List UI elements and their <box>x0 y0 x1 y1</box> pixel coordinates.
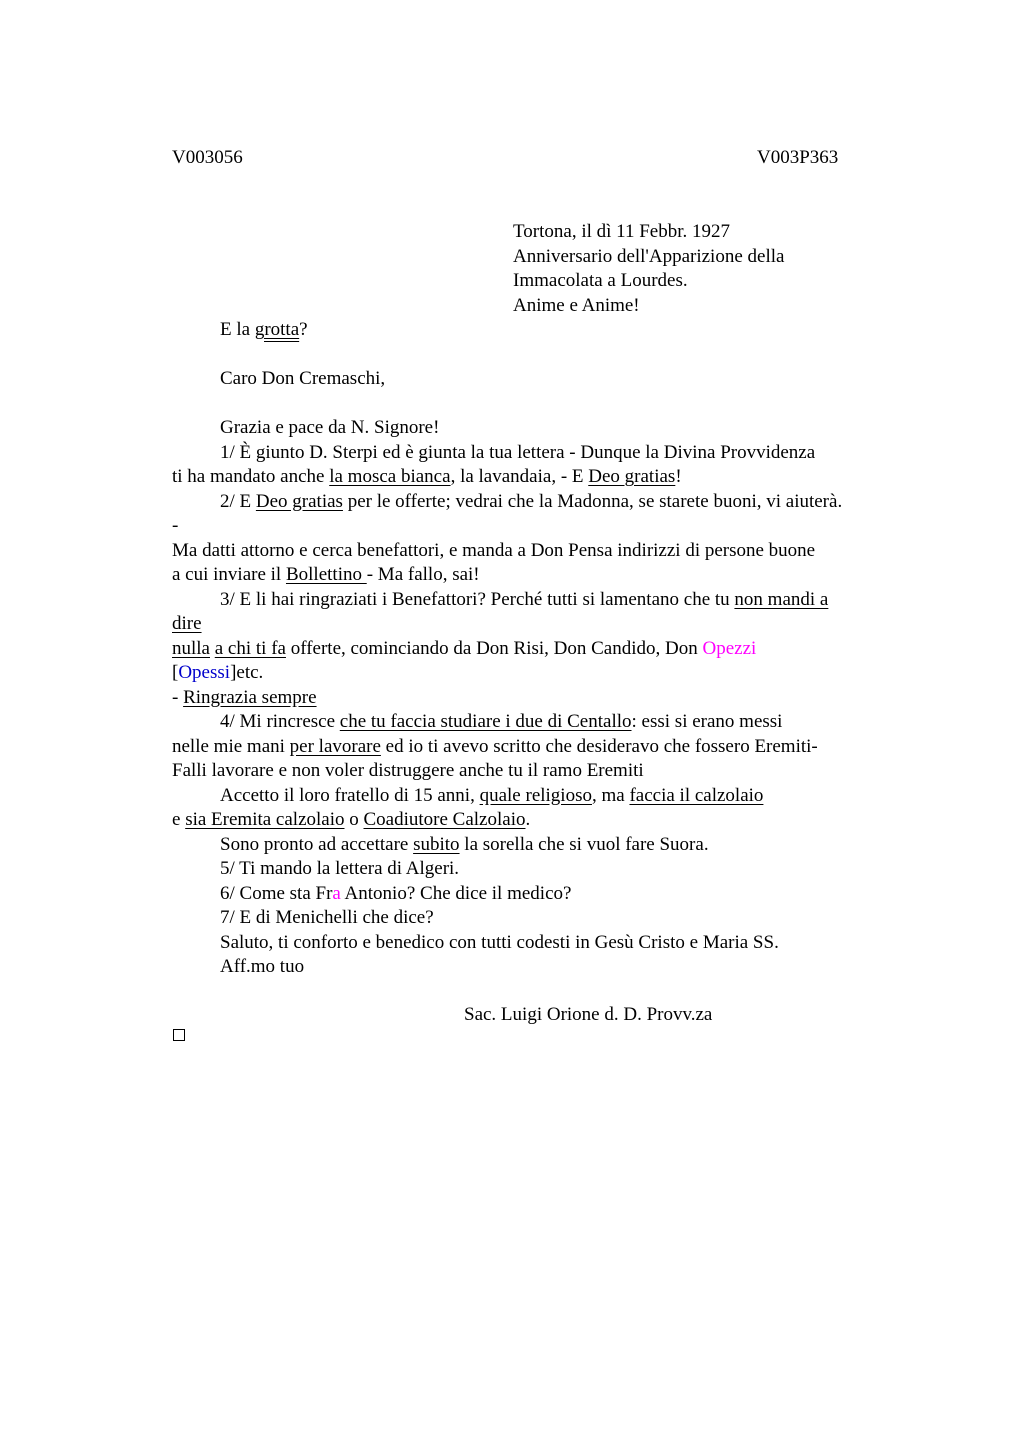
closing-affmo: Aff.mo tuo <box>220 956 305 977</box>
signature: Sac. Luigi Orione d. D. Provv.za <box>464 1004 713 1025</box>
dateline-motto: Anime e Anime! <box>513 294 640 316</box>
paragraph-3-line-3: nulla a chi ti fa offerte, cominciando da Don Risi, Don Candido, Don Opezzi <box>172 637 757 659</box>
postscript-grotta: E la grotta? <box>220 319 308 340</box>
document-code-right: V003P363 <box>757 147 839 168</box>
paragraph-4-line-2: nelle mie mani per lavorare ed io ti avevo scritto che desideravo che fossero Eremiti- <box>172 735 818 757</box>
dateline-occasion-cont: Immacolata a Lourdes. <box>513 270 688 291</box>
name-correction-opessi: Opessi <box>178 662 231 683</box>
paragraph-5: 5/ Ti mando la lettera di Algeri. <box>220 858 460 879</box>
dateline-occasion: Anniversario dell'Apparizione della <box>513 245 785 267</box>
name-original-opezzi: Opezzi <box>702 637 757 659</box>
paragraph-2-dash: - <box>172 515 179 536</box>
closing-blessing: Saluto, ti conforto e benedico con tutti codesti in Gesù Cristo e Maria SS. <box>220 931 779 953</box>
paragraph-4-line-4: Accetto il loro fratello di 15 anni, quale religioso, ma faccia il calzolaio <box>220 784 764 806</box>
document-code-left: V003056 <box>172 147 243 168</box>
paragraph-7: 7/ E di Menichelli che dice? <box>220 907 434 928</box>
paragraph-2-line-1: 2/ E Deo gratias per le offerte; vedrai che la Madonna, se starete buoni, vi aiuterà. <box>220 490 843 512</box>
paragraph-3-line-4: [Opessi]etc. <box>172 662 264 683</box>
square-checkbox-icon <box>173 1029 185 1041</box>
paragraph-1-line-2: ti ha mandato anche la mosca bianca, la lavandaia, - E Deo gratias! <box>172 466 682 487</box>
paragraph-4-line-1: 4/ Mi rincresce che tu faccia studiare i due di Centallo: essi si erano messi <box>220 711 783 732</box>
paragraph-2-line-3: a cui inviare il Bollettino - Ma fallo, sai! <box>172 564 480 585</box>
paragraph-3-line-2: dire <box>172 613 202 634</box>
paragraph-3-line-5: - Ringrazia sempre <box>172 686 317 708</box>
paragraph-4-line-5: e sia Eremita calzolaio o Coadiutore Calzolaio. <box>172 809 531 830</box>
paragraph-4-line-6: Sono pronto ad accettare subito la sorella che si vuol fare Suora. <box>220 833 709 855</box>
paragraph-2-line-2: Ma datti attorno e cerca benefattori, e manda a Don Pensa indirizzi di persone buone <box>172 539 816 561</box>
salutation: Caro Don Cremaschi, <box>220 368 386 389</box>
paragraph-6: 6/ Come sta Fra Antonio? Che dice il medico? <box>220 882 572 904</box>
paragraph-4-line-3: Falli lavorare e non voler distruggere anche tu il ramo Eremiti <box>172 760 644 781</box>
grotta-word: grotta <box>254 319 300 340</box>
dateline-place-date: Tortona, il dì 11 Febbr. 1927 <box>513 221 730 242</box>
paragraph-3-line-1: 3/ E li hai ringraziati i Benefattori? Perché tutti si lamentano che tu non mandi a <box>220 588 829 610</box>
paragraph-1-line-1: 1/ È giunto D. Sterpi ed è giunta la tua lettera - Dunque la Divina Provvidenza <box>220 441 816 463</box>
greeting: Grazia e pace da N. Signore! <box>220 417 440 438</box>
